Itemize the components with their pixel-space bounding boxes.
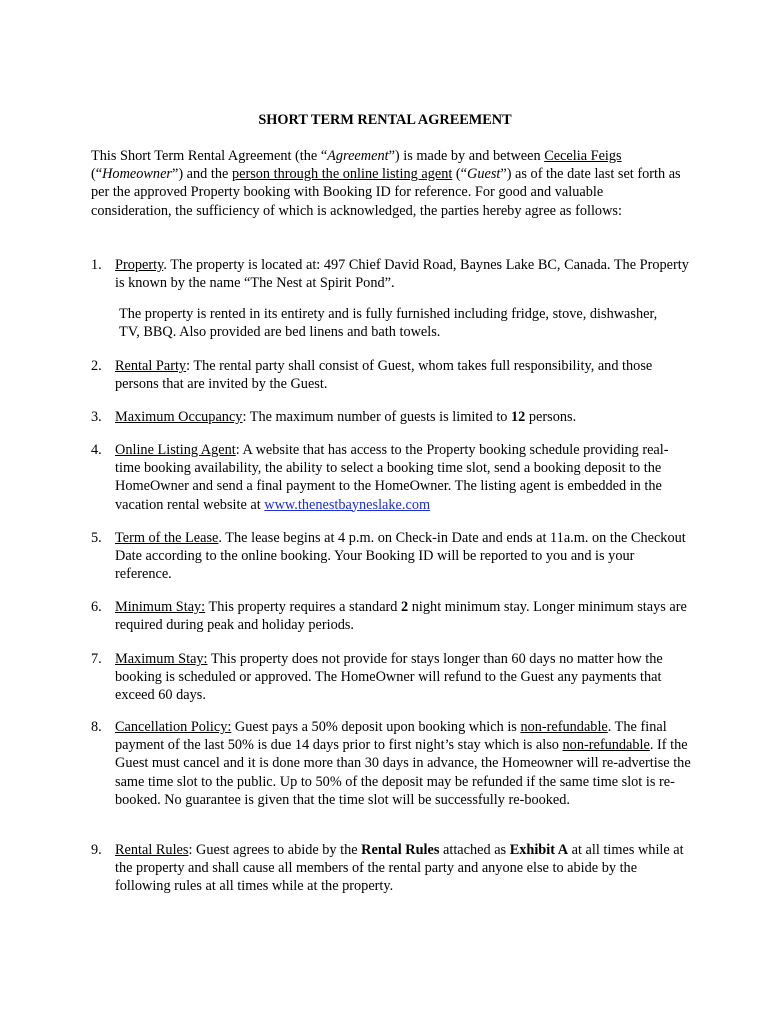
clause-heading: Rental Party <box>115 358 187 374</box>
clause-number: 7. <box>91 651 102 667</box>
clause-heading: Rental Rules <box>115 842 189 858</box>
clause-rental-party: 2. Rental Party: The rental party shall consist of Guest, whom takes full responsibility, and those persons that are invited by the Guest. <box>91 358 653 393</box>
clause-heading: Minimum Stay: <box>115 599 206 615</box>
clause-number: 2. <box>91 358 102 374</box>
clause-heading: Cancellation Policy: <box>115 719 232 735</box>
agreement-term: Agreement <box>327 148 389 164</box>
intro-paragraph: This Short Term Rental Agreement (the “Agreement”) is made by and between Cecelia Feigs (“Homeowner”) and the person through the online listing agent (“Guest”) as of the date last set forth as per the approved Property booking with Booking ID for reference. For good and valuable consideration, the sufficiency of which is acknowledged, the parties hereby agree as follows: <box>91 148 681 219</box>
clause-heading: Term of the Lease <box>115 530 219 546</box>
clause-number: 3. <box>91 409 102 425</box>
clause-heading: Property <box>115 257 164 273</box>
non-refundable-deposit: non-refundable <box>520 719 608 735</box>
occupancy-count: 12 <box>511 409 526 425</box>
website-link[interactable]: www.thenestbayneslake.com <box>264 496 431 513</box>
clause-term-of-lease: 5. Term of the Lease. The lease begins at 4 p.m. on Check-in Date and ends at 11a.m. on the Checkout Date according to the online booking. Your Booking ID will be reported to you and is your reference. <box>91 530 686 583</box>
clause-online-listing-agent: 4. Online Listing Agent: A website that has access to the Property booking schedule providing real-time booking availability, the ability to select a booking time slot, send a booking deposit to the HomeOwner and send a final payment to the HomeOwner. The listing agent is embedded in the vacation rental website at www.thenestbayneslake.com <box>91 442 669 513</box>
clause-heading: Maximum Occupancy <box>115 409 243 425</box>
minimum-nights: 2 <box>401 599 409 615</box>
exhibit-ref: Exhibit A <box>509 842 569 858</box>
clause-number: 6. <box>91 599 102 615</box>
clause-number: 5. <box>91 530 102 546</box>
clause-minimum-stay: 6. Minimum Stay: This property requires a standard 2 night minimum stay. Longer minimum stays are required during peak and holiday periods. <box>91 599 687 634</box>
guest-term: Guest <box>467 166 501 183</box>
clause-heading: Maximum Stay: <box>115 651 208 667</box>
clause-number: 1. <box>91 257 102 273</box>
document-title: SHORT TERM RENTAL AGREEMENT <box>258 112 512 128</box>
homeowner-term: Homeowner <box>102 166 172 183</box>
non-refundable-final: non-refundable <box>562 737 650 754</box>
rental-rules-ref: Rental Rules <box>361 842 440 858</box>
clause-number: 4. <box>91 442 102 458</box>
clause-heading: Online Listing Agent <box>115 442 236 458</box>
guest-party: person through the online listing agent <box>231 166 453 183</box>
clause-property: 1. Property. The property is located at: 497 Chief David Road, Baynes Lake BC, Canada. The Property is known by the name “The Nest at Spirit Pond”. <box>91 257 689 292</box>
clause-cancellation-policy: 8. Cancellation Policy: Guest pays a 50% deposit upon booking which is non-refundable. The final payment of the last 50% is due 14 days prior to first night’s stay which is also non-refundable. If the Guest must cancel and it is done more than 30 days in advance, the Homeowner will re-advertise the same time slot to the public. Up to 50% of the deposit may be refunded if the same time slot is re-booked. No guarantee is given that the time slot will be successfully re-booked. <box>91 719 691 808</box>
clause-number: 8. <box>91 719 102 735</box>
clause-maximum-occupancy: 3. Maximum Occupancy: The maximum number of guests is limited to 12 persons. <box>91 409 577 425</box>
owner-name: Cecelia Feigs <box>544 148 622 164</box>
clause-number: 9. <box>91 842 102 858</box>
clause-maximum-stay: 7. Maximum Stay: This property does not provide for stays longer than 60 days no matter how the booking is scheduled or approved. The HomeOwner will refund to the Guest any payments that exceed 60 days. <box>91 651 663 704</box>
clause-rental-rules: 9. Rental Rules: Guest agrees to abide by the Rental Rules attached as Exhibit A at all times while at the property and shall cause all members of the rental party and anyone else to abide by the following rules at all times while at the property. <box>91 842 684 895</box>
property-details: The property is rented in its entirety and is fully furnished including fridge, stove, dishwasher, TV, BBQ. Also provided are bed linens and bath towels. <box>119 306 658 341</box>
